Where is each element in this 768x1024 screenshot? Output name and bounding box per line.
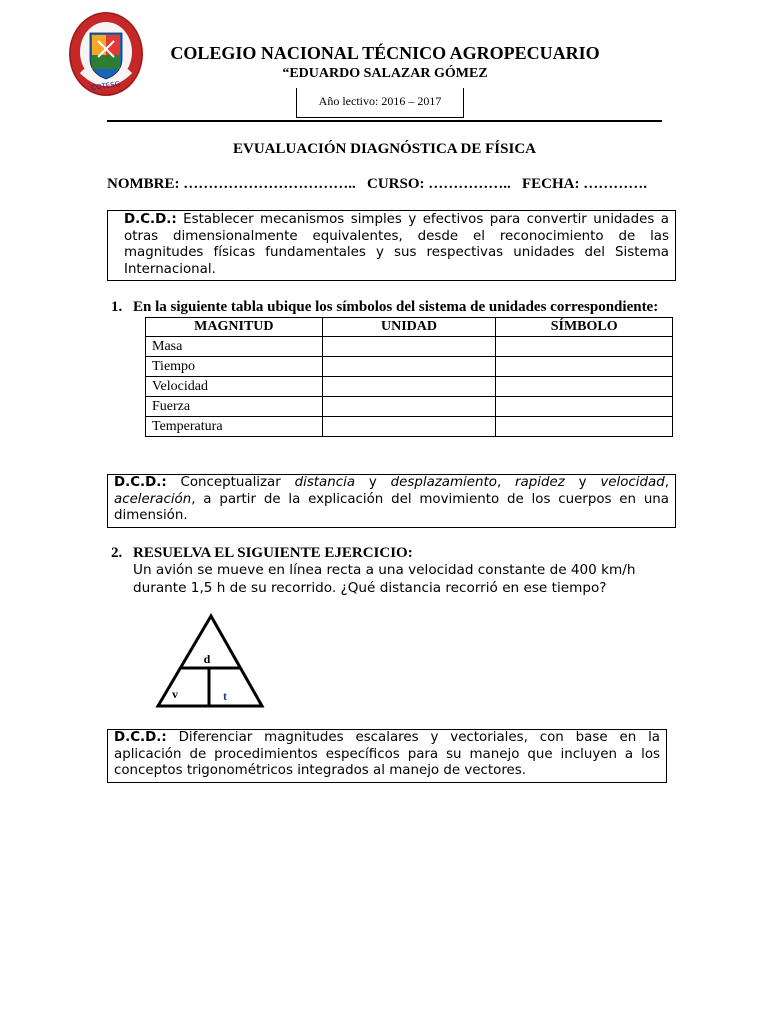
date-field[interactable]: …………. bbox=[583, 176, 648, 192]
dcd-text: Conceptualizar bbox=[166, 475, 295, 490]
question-number: 1. bbox=[111, 299, 123, 315]
dcd-label: D.C.D.: bbox=[114, 730, 167, 745]
symbol-answer-cell[interactable] bbox=[496, 337, 673, 357]
school-subtitle: “EDUARDO SALAZAR GÓMEZ bbox=[282, 66, 488, 81]
table-row bbox=[146, 337, 673, 357]
magnitude-cell: Velocidad bbox=[146, 377, 323, 397]
header-unidad: UNIDAD bbox=[322, 318, 496, 337]
dvt-formula-triangle bbox=[154, 612, 266, 708]
symbol-answer-cell[interactable] bbox=[496, 397, 673, 417]
question-text: En la siguiente tabla ubique los símbolos del sistema de unidades correspondiente: bbox=[133, 299, 659, 315]
school-name: COLEGIO NACIONAL TÉCNICO AGROPECUARIO bbox=[170, 43, 600, 63]
term-desplazamiento: desplazamiento bbox=[390, 475, 497, 490]
symbol-answer-cell[interactable] bbox=[496, 417, 673, 437]
unit-answer-cell[interactable] bbox=[322, 377, 496, 397]
magnitude-cell: Fuerza bbox=[146, 397, 323, 417]
header-divider bbox=[107, 120, 662, 122]
triangle-label-v: v bbox=[172, 687, 178, 701]
dcd-label: D.C.D.: bbox=[114, 475, 167, 490]
student-info-line bbox=[107, 176, 647, 193]
exam-title: EVUALUACIÓN DIAGNÓSTICA DE FÍSICA bbox=[233, 141, 536, 157]
school-year-box: Año lectivo: 2016 – 2017 bbox=[296, 88, 464, 118]
magnitude-cell: Temperatura bbox=[146, 417, 323, 437]
symbol-answer-cell[interactable] bbox=[496, 357, 673, 377]
dcd-box-1 bbox=[107, 210, 676, 281]
dcd-text: , bbox=[664, 475, 669, 490]
date-label: FECHA: bbox=[522, 176, 580, 192]
dcd-label: D.C.D.: bbox=[124, 212, 177, 227]
term-velocidad: velocidad bbox=[600, 475, 665, 490]
question-number: 2. bbox=[111, 545, 123, 561]
svg-text:COTESG: COTESG bbox=[90, 80, 121, 92]
table-row bbox=[146, 417, 673, 437]
dcd-box-2 bbox=[107, 474, 676, 528]
dcd-box-3 bbox=[107, 729, 667, 783]
symbol-answer-cell[interactable] bbox=[496, 377, 673, 397]
course-label: CURSO: bbox=[367, 176, 425, 192]
header-magnitud: MAGNITUD bbox=[146, 318, 323, 337]
term-aceleracion: aceleración bbox=[114, 491, 192, 507]
term-distancia: distancia bbox=[294, 475, 356, 490]
unit-answer-cell[interactable] bbox=[322, 357, 496, 377]
units-table bbox=[145, 317, 673, 437]
dcd-text: , bbox=[496, 475, 516, 490]
table-row bbox=[146, 397, 673, 417]
dcd-text: y bbox=[564, 475, 601, 490]
magnitude-cell: Tiempo bbox=[146, 357, 323, 377]
dcd-text: y bbox=[355, 475, 391, 490]
unit-answer-cell[interactable] bbox=[322, 337, 496, 357]
table-header-row bbox=[146, 318, 673, 337]
triangle-label-d: d bbox=[203, 652, 211, 666]
name-field[interactable]: …………………………….. bbox=[183, 176, 356, 192]
dcd-text: Diferenciar magnitudes escalares y vectoriales, con base en la aplicación de procedimientos específicos para su manejo que incluyen a los conceptos trigonométricos integrados al manejo de vectores. bbox=[114, 730, 660, 778]
table-row bbox=[146, 377, 673, 397]
magnitude-cell: Masa bbox=[146, 337, 323, 357]
table-row bbox=[146, 357, 673, 377]
course-field[interactable]: …………….. bbox=[428, 176, 511, 192]
unit-answer-cell[interactable] bbox=[322, 397, 496, 417]
question-2 bbox=[111, 545, 413, 562]
name-label: NOMBRE: bbox=[107, 176, 180, 192]
term-rapidez: rapidez bbox=[515, 475, 565, 490]
header-simbolo: SÍMBOLO bbox=[496, 318, 673, 337]
dcd-text: , a partir de la explicación del movimiento de los cuerpos en una dimensión. bbox=[114, 491, 669, 523]
triangle-label-t: t bbox=[223, 689, 227, 703]
dcd-text: Establecer mecanismos simples y efectivos para convertir unidades a otras dimensionalmente equivalentes, desde el reconocimiento de las magnitudes físicas fundamentales y sus respectivas unidades del Sistema Internacional. bbox=[124, 212, 669, 277]
question-title: RESUELVA EL SIGUIENTE EJERCICIO: bbox=[133, 545, 413, 561]
question-2-text: Un avión se mueve en línea recta a una velocidad constante de 400 km/h durante 1,5 h de su recorrido. ¿Qué distancia recorrió en ese tiempo? bbox=[133, 562, 636, 596]
question-1 bbox=[111, 299, 658, 316]
unit-answer-cell[interactable] bbox=[322, 417, 496, 437]
